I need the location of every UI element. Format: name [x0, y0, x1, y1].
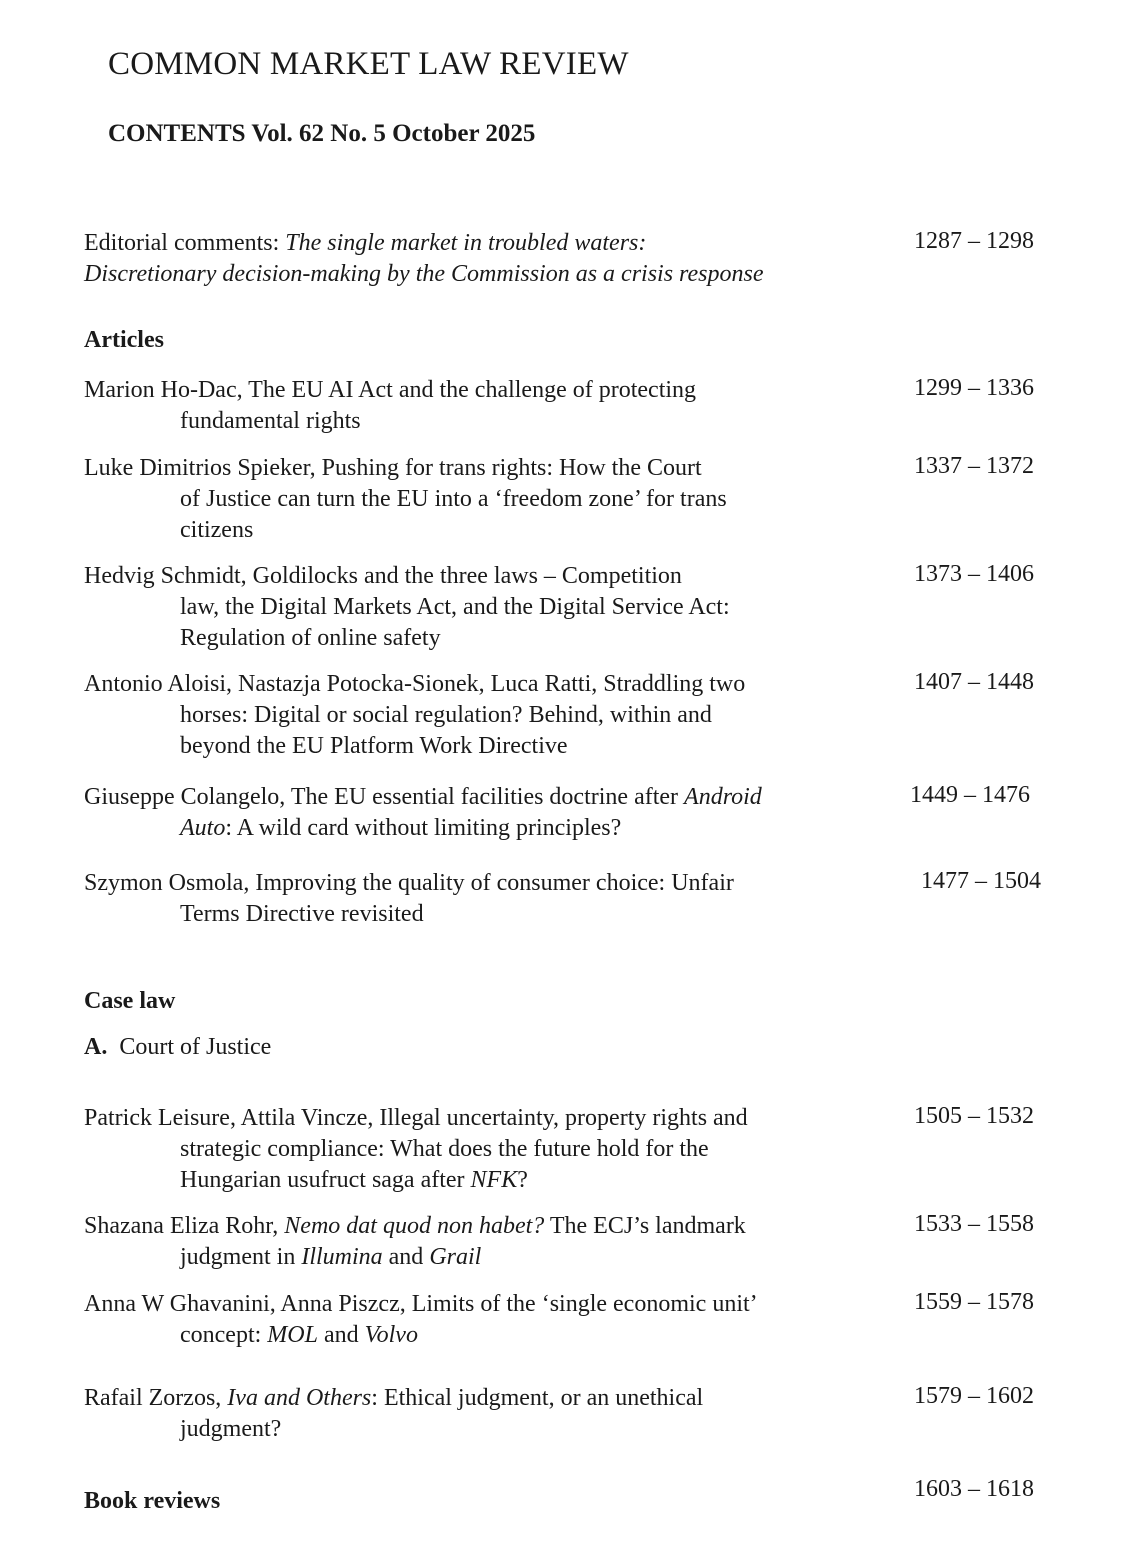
article-pages: 1299 – 1336 [914, 375, 1034, 401]
entry-text: and [382, 1244, 430, 1270]
entry-line: of Justice can turn the EU into a ‘freedom zone’ for trans [180, 486, 727, 512]
case-entry[interactable] [84, 1289, 854, 1351]
entry-italic: MOL [267, 1322, 318, 1348]
entry-italic: Volvo [364, 1322, 418, 1348]
entry-line: citizens [180, 517, 254, 543]
subsection-title: Court of Justice [119, 1034, 272, 1060]
entry-italic: Nemo dat quod non habet? [284, 1213, 545, 1239]
entry-line: Luke Dimitrios Spieker, Pushing for trans rights: How the Court [84, 455, 702, 481]
contents-heading: CONTENTS Vol. 62 No. 5 October 2025 [108, 120, 536, 147]
editorial-entry[interactable] [84, 228, 854, 290]
entry-italic: Auto [180, 815, 226, 841]
article-entry[interactable] [84, 868, 854, 930]
editorial-title-part1: The single market in troubled waters: [285, 230, 647, 256]
entry-text: concept: [180, 1322, 268, 1348]
entry-line: Patrick Leisure, Attila Vincze, Illegal uncertainty, property rights and [84, 1105, 748, 1131]
entry-text: : Ethical judgment, or an unethical [371, 1385, 704, 1411]
entry-italic: Grail [429, 1244, 482, 1270]
entry-text: Giuseppe Colangelo, The EU essential facilities doctrine after [84, 784, 685, 810]
entry-line: Hedvig Schmidt, Goldilocks and the three laws – Competition [84, 563, 682, 589]
court-of-justice-heading [84, 1034, 271, 1061]
articles-heading: Articles [84, 327, 164, 353]
entry-italic: Illumina [301, 1244, 383, 1270]
entry-line: judgment? [180, 1416, 282, 1442]
entry-text: Hungarian usufruct saga after [180, 1167, 471, 1193]
entry-text: Rafail Zorzos, [84, 1385, 228, 1411]
entry-text: The ECJ’s landmark [544, 1213, 746, 1239]
case-pages: 1533 – 1558 [914, 1211, 1034, 1237]
case-law-heading: Case law [84, 988, 176, 1014]
article-pages: 1449 – 1476 [910, 782, 1030, 808]
case-pages: 1559 – 1578 [914, 1289, 1034, 1315]
case-pages: 1579 – 1602 [914, 1383, 1034, 1409]
subsection-letter: A. [84, 1034, 108, 1060]
entry-text: ? [517, 1167, 528, 1193]
article-entry[interactable] [84, 453, 854, 546]
entry-line: Marion Ho-Dac, The EU AI Act and the challenge of protecting [84, 377, 697, 403]
editorial-label: Editorial comments: [84, 230, 286, 256]
article-entry[interactable] [84, 561, 854, 654]
case-entry[interactable] [84, 1211, 854, 1273]
book-reviews-heading[interactable]: Book reviews [84, 1488, 221, 1514]
case-entry[interactable] [84, 1103, 854, 1196]
editorial-title-part2: Discretionary decision-making by the Commission as a crisis response [84, 261, 764, 287]
entry-line: beyond the EU Platform Work Directive [180, 733, 568, 759]
article-pages: 1337 – 1372 [914, 453, 1034, 479]
entry-line: Antonio Aloisi, Nastazja Potocka-Sionek, Luca Ratti, Straddling two [84, 671, 746, 697]
entry-line: law, the Digital Markets Act, and the Digital Service Act: [180, 594, 730, 620]
entry-text: judgment in [180, 1244, 302, 1270]
entry-text: Shazana Eliza Rohr, [84, 1213, 285, 1239]
entry-text: and [317, 1322, 365, 1348]
article-pages: 1477 – 1504 [921, 868, 1041, 894]
article-entry[interactable] [84, 375, 854, 437]
article-entry[interactable] [84, 669, 854, 762]
entry-line: Regulation of online safety [180, 625, 441, 651]
entry-line: Szymon Osmola, Improving the quality of consumer choice: Unfair [84, 870, 734, 896]
case-pages: 1505 – 1532 [914, 1103, 1034, 1129]
entry-italic: Iva and Others [227, 1385, 372, 1411]
entry-line: horses: Digital or social regulation? Behind, within and [180, 702, 712, 728]
editorial-pages: 1287 – 1298 [914, 228, 1034, 254]
entry-line: Terms Directive revisited [180, 901, 424, 927]
journal-title: COMMON MARKET LAW REVIEW [108, 46, 629, 82]
article-pages: 1407 – 1448 [914, 669, 1034, 695]
entry-line: Anna W Ghavanini, Anna Piszcz, Limits of the ‘single economic unit’ [84, 1291, 758, 1317]
book-reviews-pages: 1603 – 1618 [914, 1476, 1034, 1502]
article-pages: 1373 – 1406 [914, 561, 1034, 587]
article-entry[interactable] [84, 782, 854, 844]
case-entry[interactable] [84, 1383, 854, 1445]
entry-italic: Android [684, 784, 762, 810]
entry-line: strategic compliance: What does the future hold for the [180, 1136, 709, 1162]
entry-line: fundamental rights [180, 408, 361, 434]
entry-text: : A wild card without limiting principles? [225, 815, 622, 841]
entry-italic: NFK [470, 1167, 518, 1193]
